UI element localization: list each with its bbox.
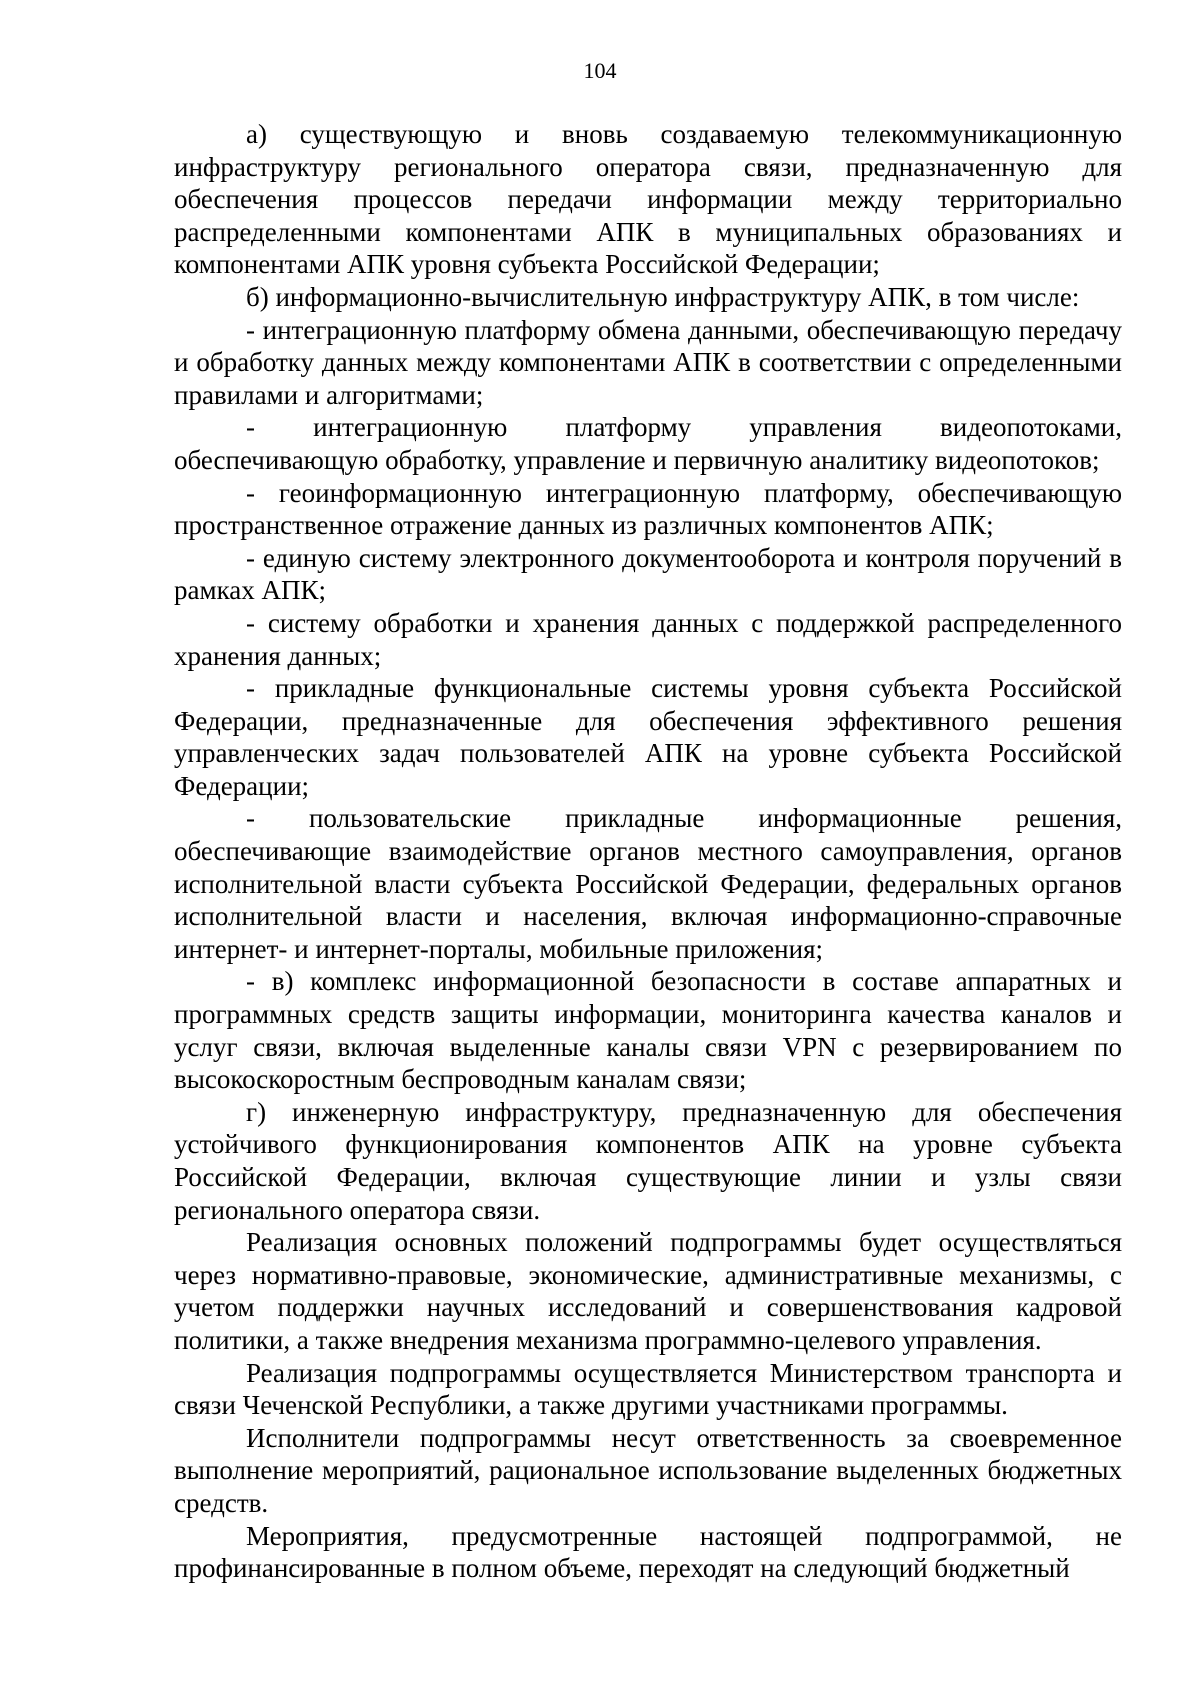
- paragraph: Исполнители подпрограммы несут ответственность за своевременное выполнение мероприятий, рациональное использование выделенных бюджетных средств.: [174, 1422, 1122, 1518]
- paragraph: а) существующую и вновь создаваемую телекоммуникационную инфраструктуру регионального оператора связи, предназначенную для обеспечения процессов передачи информации между территориально распределенными компонентами АПК в муниципальных образованиях и компонентами АПК уровня субъекта Российской Федерации;: [174, 119, 1122, 280]
- paragraph: - прикладные функциональные системы уровня субъекта Российской Федерации, предназначенные для обеспечения эффективного решения управленческих задач пользователей АПК на уровне субъекта Российской Федерации;: [174, 673, 1122, 801]
- paragraph: - геоинформационную интеграционную платформу, обеспечивающую пространственное отражение данных из различных компонентов АПК;: [174, 477, 1122, 541]
- document-body: [174, 118, 1122, 1585]
- paragraph: Мероприятия, предусмотренные настоящей подпрограммой, не профинансированные в полном объеме, переходят на следующий бюджетный: [174, 1520, 1122, 1584]
- paragraph: - пользовательские прикладные информационные решения, обеспечивающие взаимодействие органов местного самоуправления, органов исполнительной власти субъекта Российской Федерации, федеральных органов исполнительной власти и населения, включая информационно-справочные интернет- и интернет-порталы, мобильные приложения;: [174, 803, 1122, 964]
- paragraph: б) информационно-вычислительную инфраструктуру АПК, в том числе:: [246, 281, 1080, 312]
- paragraph: г) инженерную инфраструктуру, предназначенную для обеспечения устойчивого функционирования компонентов АПК на уровне субъекта Российской Федерации, включая существующие линии и узлы связи регионального оператора связи.: [174, 1096, 1122, 1225]
- page-number: 104: [583, 58, 617, 83]
- paragraph: - единую систему электронного документооборота и контроля поручений в рамках АПК;: [174, 542, 1122, 606]
- paragraph: Реализация подпрограммы осуществляется Министерством транспорта и связи Чеченской Республики, а также другими участниками программы.: [174, 1357, 1122, 1421]
- paragraph: Реализация основных положений подпрограммы будет осуществляться через нормативно-правовые, экономические, административные механизмы, с учетом поддержки научных исследований и совершенствования кадровой политики, а также внедрения механизма программно-целевого управления.: [174, 1227, 1122, 1355]
- paragraph: - систему обработки и хранения данных с поддержкой распределенного хранения данных;: [174, 607, 1122, 671]
- paragraph: - интеграционную платформу управления видеопотоками, обеспечивающую обработку, управление и первичную аналитику видеопотоков;: [174, 412, 1122, 475]
- paragraph: - в) комплекс информационной безопасности в составе аппаратных и программных средств защиты информации, мониторинга качества каналов и услуг связи, включая выделенные каналы связи VPN с резервированием по высокоскоростным беспроводным каналам связи;: [174, 966, 1122, 1095]
- paragraph: - интеграционную платформу обмена данными, обеспечивающую передачу и обработку данных между компонентами АПК в соответствии с определенными правилами и алгоритмами;: [174, 314, 1122, 410]
